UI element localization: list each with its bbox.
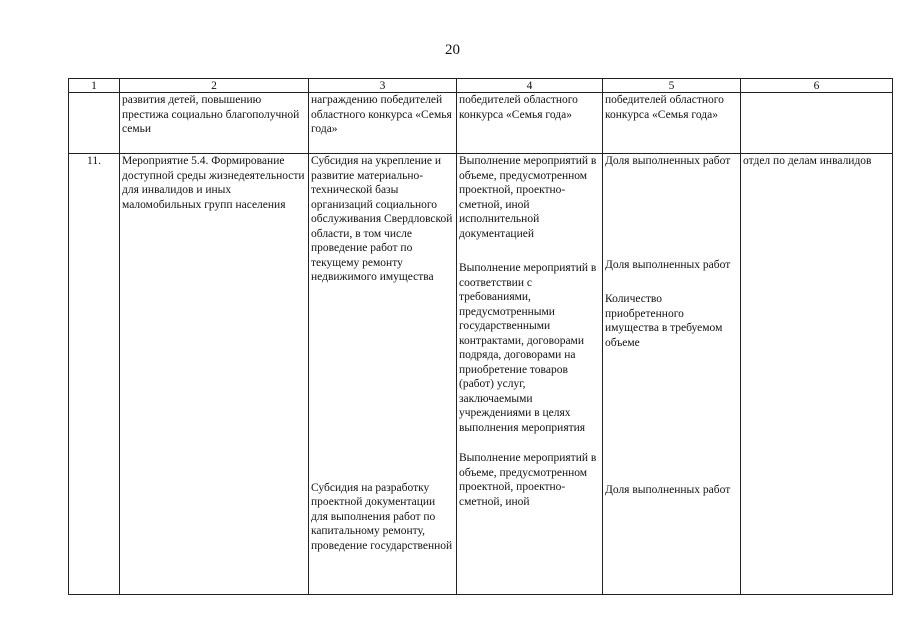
- indicator-text-2: Доля выполненных работ: [605, 258, 731, 271]
- subsidy-text-2: Субсидия на разработку проектной документации для выполнения работ по капитальному ремонту, проведение государственной: [311, 481, 453, 552]
- program-table: [68, 78, 893, 595]
- subsidy-text-1: Субсидия на укрепление и развитие материально-технической базы организаций социального обслуживания Свердловской области, в том числе проведение работ по текущему ремонту недвижимого имущества: [311, 155, 453, 283]
- table-row-11: [69, 154, 893, 595]
- column-header-2: 2: [120, 79, 309, 93]
- condition-text-3: Выполнение мероприятий в объеме, предусмотренном проектной, проектно-сметной, иной: [459, 452, 597, 508]
- condition-text-2: Выполнение мероприятий в соответствии с требованиями, предусмотренными государственными контрактами, договорами подряда, договорами на приобретение товаров (работ) услуг, заключаемыми учреждениями в целях выполнения мероприятия: [459, 262, 597, 434]
- column-header-4: 4: [457, 79, 603, 93]
- continued-cell-3: награждению победителей областного конкурса «Семья года»: [309, 93, 457, 154]
- responsible-cell: отдел по делам инвалидов: [741, 154, 893, 595]
- continued-cell-4: победителей областного конкурса «Семья года»: [457, 93, 603, 154]
- continued-cell-1: [69, 93, 120, 154]
- indicator-text-3: Количество приобретенного имущества в требуемом объеме: [605, 293, 723, 349]
- continued-row: [69, 93, 893, 154]
- indicator-text-1: Доля выполненных работ: [605, 155, 731, 167]
- column-header-5: 5: [603, 79, 741, 93]
- continued-cell-6: [741, 93, 893, 154]
- indicator-text-4: Доля выполненных работ: [605, 484, 731, 496]
- page-number: 20: [445, 42, 460, 58]
- column-number-row: [69, 79, 893, 93]
- continued-cell-5: победителей областного конкурса «Семья года»: [603, 93, 741, 154]
- column-header-6: 6: [741, 79, 893, 93]
- row-number: 11.: [69, 154, 120, 595]
- condition-cell: [457, 154, 603, 595]
- subsidy-cell: [309, 154, 457, 595]
- event-name: Мероприятие 5.4. Формирование доступной среды жизнедеятельности для инвалидов и иных маломобильных групп населения: [120, 154, 309, 595]
- column-header-3: 3: [309, 79, 457, 93]
- indicator-cell: [603, 154, 741, 595]
- column-header-1: 1: [69, 79, 120, 93]
- condition-text-1: Выполнение мероприятий в объеме, предусмотренном проектной, проектно-сметной, иной исполнительной документацией: [459, 155, 597, 240]
- continued-cell-2: развития детей, повышению престижа социально благополучной семьи: [120, 93, 309, 154]
